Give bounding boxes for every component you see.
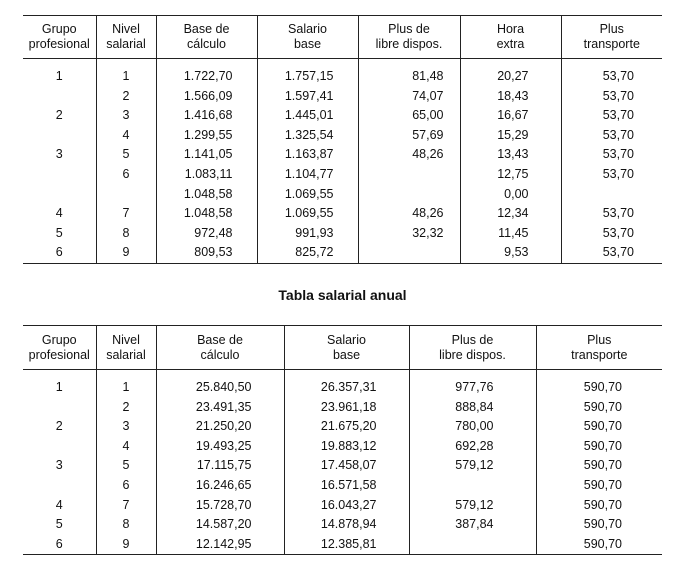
table-cell: 809,53 (156, 243, 257, 263)
table-cell: 53,70 (561, 87, 662, 107)
table-cell: 1.163,87 (257, 145, 358, 165)
table-cell: 53,70 (561, 204, 662, 224)
table-cell: 81,48 (358, 59, 460, 87)
table-cell: 53,70 (561, 224, 662, 244)
column-header (358, 16, 460, 59)
table-cell: 590,70 (536, 476, 662, 496)
table-cell: 5 (55, 517, 63, 532)
column-header-line: libre dispos. (439, 347, 506, 362)
table-cell (23, 185, 96, 205)
column-header-line: cálculo (187, 37, 226, 51)
annual-table-caption: Tabla salarial anual (278, 287, 407, 303)
table-row (23, 243, 662, 263)
table-cell: 16.246,65 (156, 476, 284, 496)
table-cell: 991,93 (257, 224, 358, 244)
table-cell: 1 (96, 59, 156, 87)
column-header (409, 326, 536, 370)
table-cell: 590,70 (536, 515, 662, 535)
table-row (23, 59, 662, 87)
table-cell: 9 (96, 243, 156, 263)
table-cell: 48,26 (358, 145, 460, 165)
column-header-line: cálculo (200, 347, 240, 362)
table-cell (358, 185, 460, 205)
table-cell: 590,70 (536, 417, 662, 437)
table-cell: 15,29 (460, 126, 561, 146)
table-row (23, 398, 662, 418)
table-cell: 48,26 (358, 204, 460, 224)
table-cell: 2 (96, 87, 156, 107)
table-cell: 25.840,50 (156, 370, 284, 398)
table-cell: 57,69 (358, 126, 460, 146)
table-cell: 1.597,41 (257, 87, 358, 107)
table-cell (23, 476, 96, 496)
table-cell: 2 (55, 108, 63, 123)
column-header-line: base (293, 37, 322, 51)
table-cell: 6 (55, 245, 63, 260)
column-header (96, 16, 156, 59)
table-cell: 20,27 (460, 59, 561, 87)
column-header (23, 326, 96, 370)
table-cell: 590,70 (536, 398, 662, 418)
table-cell (96, 185, 156, 205)
column-header-line: Salario (288, 22, 327, 36)
table-cell: 9 (96, 535, 156, 555)
table-cell: 387,84 (409, 515, 536, 535)
table-cell: 53,70 (561, 145, 662, 165)
table-cell: 1.048,58 (156, 204, 257, 224)
table-cell: 1.141,05 (156, 145, 257, 165)
table-cell: 1 (96, 370, 156, 398)
table-cell: 579,12 (409, 456, 536, 476)
table-cell: 590,70 (536, 535, 662, 555)
table-cell (561, 185, 662, 205)
column-header-line: Plus (599, 22, 624, 36)
table-cell: 53,70 (561, 106, 662, 126)
table-cell: 8 (96, 224, 156, 244)
column-header-line: Base de (183, 22, 230, 36)
table-cell: 1 (55, 380, 63, 394)
table-row (23, 476, 662, 496)
table-cell: 14.587,20 (156, 515, 284, 535)
table-header-row (23, 16, 662, 59)
column-header (460, 16, 561, 59)
table-cell: 590,70 (536, 456, 662, 476)
table-row (23, 437, 662, 457)
table-cell: 23.961,18 (284, 398, 409, 418)
table-row (23, 417, 662, 437)
table-row (23, 224, 662, 244)
column-header-line: Base de (197, 332, 243, 347)
table-row (23, 204, 662, 224)
table-cell (409, 535, 536, 555)
table-cell: 1.083,11 (156, 165, 257, 185)
table-row (23, 185, 662, 205)
table-cell: 74,07 (358, 87, 460, 107)
table-cell: 4 (55, 206, 63, 221)
table-cell: 1 (55, 69, 63, 83)
column-header-line: Nivel (112, 22, 140, 36)
table-cell: 825,72 (257, 243, 358, 263)
table-cell: 12.142,95 (156, 535, 284, 555)
table-cell (23, 437, 96, 457)
table-row (23, 145, 662, 165)
table-cell: 16.043,27 (284, 496, 409, 516)
table-row (23, 126, 662, 146)
column-header-line: salarial (106, 37, 146, 51)
table-cell: 21.250,20 (156, 417, 284, 437)
column-header-line: Grupo (41, 332, 77, 347)
column-header-line: Grupo (41, 22, 77, 36)
table-cell: 3 (96, 106, 156, 126)
column-header (23, 16, 96, 59)
table-cell: 9,53 (460, 243, 561, 263)
table-cell: 12,75 (460, 165, 561, 185)
table-cell (358, 243, 460, 263)
table-cell: 6 (55, 536, 63, 551)
table-cell: 5 (96, 145, 156, 165)
table-cell: 53,70 (561, 126, 662, 146)
table-cell: 32,32 (358, 224, 460, 244)
table-cell: 2 (55, 419, 63, 434)
table-cell: 1.299,55 (156, 126, 257, 146)
column-header-line: Salario (327, 332, 366, 347)
table-cell: 7 (96, 204, 156, 224)
table-cell: 17.458,07 (284, 456, 409, 476)
table-cell: 5 (55, 225, 63, 240)
table-cell: 1.722,70 (156, 59, 257, 87)
table-cell: 15.728,70 (156, 496, 284, 516)
table-cell: 0,00 (460, 185, 561, 205)
table-cell: 12,34 (460, 204, 561, 224)
table-cell: 6 (96, 165, 156, 185)
table-cell: 17.115,75 (156, 456, 284, 476)
column-header-line: salarial (106, 347, 146, 362)
table-cell: 1.104,77 (257, 165, 358, 185)
column-header-line: profesional (28, 347, 90, 362)
table-cell (23, 398, 96, 418)
table-cell (409, 476, 536, 496)
table-cell: 1.069,55 (257, 204, 358, 224)
table-cell: 18,43 (460, 87, 561, 107)
table-row (23, 370, 662, 398)
table-cell: 1.445,01 (257, 106, 358, 126)
table-cell: 14.878,94 (284, 515, 409, 535)
table-cell: 780,00 (409, 417, 536, 437)
table-cell: 19.883,12 (284, 437, 409, 457)
column-header (156, 326, 284, 370)
column-header-line: base (332, 347, 361, 362)
table-row (23, 535, 662, 555)
column-header (96, 326, 156, 370)
table-cell: 1.069,55 (257, 185, 358, 205)
column-header-line: Nivel (112, 332, 140, 347)
column-header (561, 16, 662, 59)
monthly-salary-table (23, 15, 662, 264)
table-cell: 26.357,31 (284, 370, 409, 398)
table-cell: 8 (96, 515, 156, 535)
table-row (23, 87, 662, 107)
annual-salary-table (23, 325, 662, 555)
table-cell: 6 (96, 476, 156, 496)
column-header-line: libre dispos. (375, 37, 443, 51)
table-cell: 5 (96, 456, 156, 476)
column-header-line: Plus (587, 332, 612, 347)
table-row (23, 165, 662, 185)
table-header-row (23, 326, 662, 370)
table-cell: 888,84 (409, 398, 536, 418)
table-cell: 3 (55, 147, 63, 162)
table-cell: 692,28 (409, 437, 536, 457)
column-header-line: Hora (496, 22, 525, 36)
table-cell: 23.491,35 (156, 398, 284, 418)
column-header-line: profesional (28, 37, 90, 51)
column-header (257, 16, 358, 59)
table-cell: 4 (55, 497, 63, 512)
table-row (23, 456, 662, 476)
column-header (536, 326, 662, 370)
table-cell: 590,70 (536, 496, 662, 516)
column-header-line: extra (496, 37, 525, 51)
table-cell: 1.048,58 (156, 185, 257, 205)
column-header-line: Plus de (388, 22, 430, 36)
table-cell: 11,45 (460, 224, 561, 244)
table-row (23, 106, 662, 126)
table-row (23, 515, 662, 535)
table-cell: 53,70 (561, 165, 662, 185)
table-cell: 590,70 (536, 437, 662, 457)
table-cell: 7 (96, 496, 156, 516)
table-cell: 3 (96, 417, 156, 437)
table-cell: 977,76 (409, 370, 536, 398)
table-cell: 579,12 (409, 496, 536, 516)
table-cell: 12.385,81 (284, 535, 409, 555)
table-row (23, 496, 662, 516)
table-cell (358, 165, 460, 185)
table-cell (23, 87, 96, 107)
table-cell: 2 (96, 398, 156, 418)
table-cell: 19.493,25 (156, 437, 284, 457)
column-header-line: Plus de (451, 332, 494, 347)
column-header-line: transporte (571, 347, 628, 362)
table-cell: 1.416,68 (156, 106, 257, 126)
table-cell: 3 (55, 458, 63, 473)
table-cell: 1.566,09 (156, 87, 257, 107)
column-header-line: transporte (583, 37, 640, 51)
table-cell: 65,00 (358, 106, 460, 126)
table-cell: 590,70 (536, 370, 662, 398)
table-cell (23, 165, 96, 185)
table-cell: 16,67 (460, 106, 561, 126)
table-cell: 13,43 (460, 145, 561, 165)
table-cell: 1.757,15 (257, 59, 358, 87)
table-cell: 1.325,54 (257, 126, 358, 146)
column-header (284, 326, 409, 370)
table-cell: 4 (96, 126, 156, 146)
table-cell: 53,70 (561, 59, 662, 87)
table-cell: 21.675,20 (284, 417, 409, 437)
table-cell: 972,48 (156, 224, 257, 244)
table-cell: 53,70 (561, 243, 662, 263)
table-cell (23, 126, 96, 146)
column-header (156, 16, 257, 59)
table-cell: 4 (96, 437, 156, 457)
table-cell: 16.571,58 (284, 476, 409, 496)
